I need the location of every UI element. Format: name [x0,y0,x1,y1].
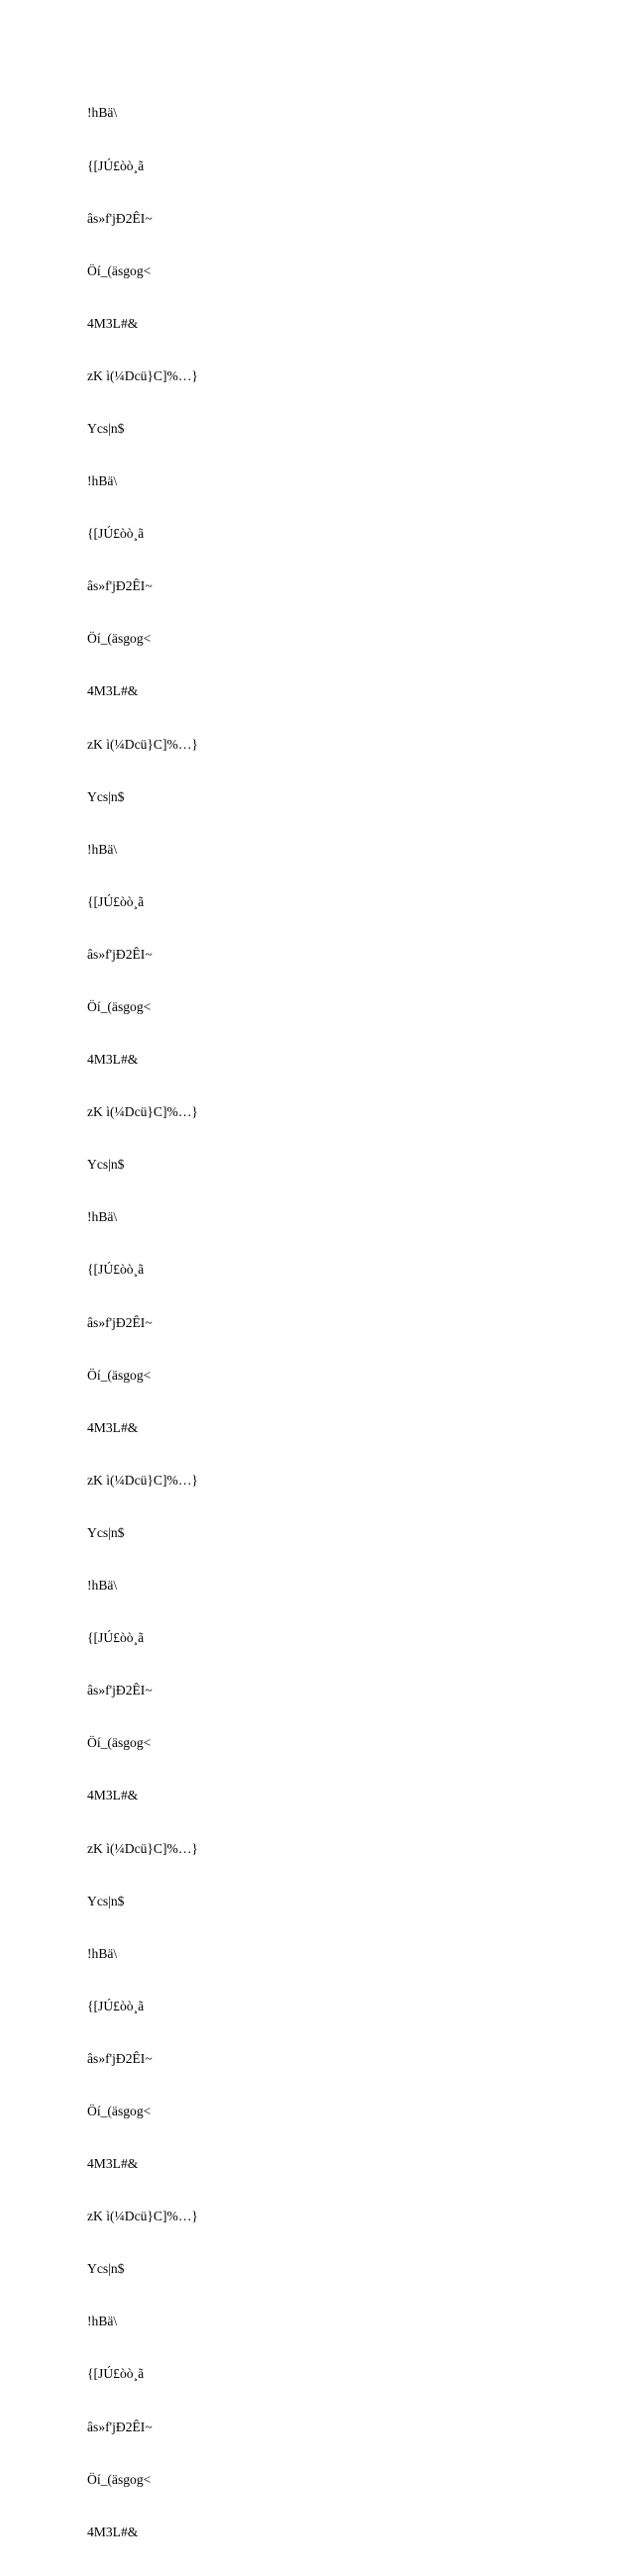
text-line: Ycs|n$ [87,2261,125,2277]
text-line: 4M3L#& [87,2524,139,2539]
text-line: !hBä\ [87,2314,118,2329]
text-line: !hBä\ [87,473,118,489]
text-line: {[JÚ£òò¸ã [87,1262,145,1278]
text-line: !hBä\ [87,841,118,857]
text-line: Ycs|n$ [87,788,125,804]
text-line: Ycs|n$ [87,1524,125,1540]
text-line: 4M3L#& [87,1419,139,1435]
text-line: {[JÚ£òò¸ã [87,1630,145,1646]
text-line: zK ì(¼Dcü}C]%…} [87,2209,198,2224]
text-line: zK ì(¼Dcü}C]%…} [87,736,198,752]
text-line: Öí_(äsgog< [87,2103,152,2118]
text-line: {[JÚ£òò¸ã [87,526,145,542]
text-line: !hBä\ [87,1209,118,1225]
text-line: Öí_(äsgog< [87,262,152,278]
text-line: zK ì(¼Dcü}C]%…} [87,367,198,383]
document-text-block [87,69,543,2576]
text-line: Ycs|n$ [87,1157,125,1173]
text-line: âs»f'jÐ2ÊI~ [87,1314,153,1330]
text-line: Ycs|n$ [87,1893,125,1908]
text-line: {[JÚ£òò¸ã [87,157,145,173]
text-line: !hBä\ [87,105,118,121]
text-line: âs»f'jÐ2ÊI~ [87,2419,153,2434]
text-line: Öí_(äsgog< [87,2471,152,2487]
text-line: Ycs|n$ [87,420,125,436]
text-line: zK ì(¼Dcü}C]%…} [87,1104,198,1120]
text-line: âs»f'jÐ2ÊI~ [87,946,153,962]
text-line: {[JÚ£òò¸ã [87,893,145,909]
text-line: !hBä\ [87,1578,118,1594]
text-line: Öí_(äsgog< [87,999,152,1014]
text-line: 4M3L#& [87,2156,139,2172]
text-line: {[JÚ£òò¸ã [87,1998,145,2013]
text-line: !hBä\ [87,1945,118,1961]
text-line: 4M3L#& [87,1052,139,1068]
text-line: zK ì(¼Dcü}C]%…} [87,1472,198,1488]
text-line: 4M3L#& [87,683,139,699]
text-line: 4M3L#& [87,1788,139,1803]
text-line: Öí_(äsgog< [87,1367,152,1383]
text-line: âs»f'jÐ2ÊI~ [87,1683,153,1699]
text-line: zK ì(¼Dcü}C]%…} [87,1840,198,1856]
text-line: âs»f'jÐ2ÊI~ [87,210,153,226]
text-line: Öí_(äsgog< [87,1735,152,1751]
text-line: âs»f'jÐ2ÊI~ [87,578,153,594]
text-line: Öí_(äsgog< [87,631,152,647]
text-line: {[JÚ£òò¸ã [87,2366,145,2382]
text-line: âs»f'jÐ2ÊI~ [87,2050,153,2066]
text-line: 4M3L#& [87,315,139,331]
